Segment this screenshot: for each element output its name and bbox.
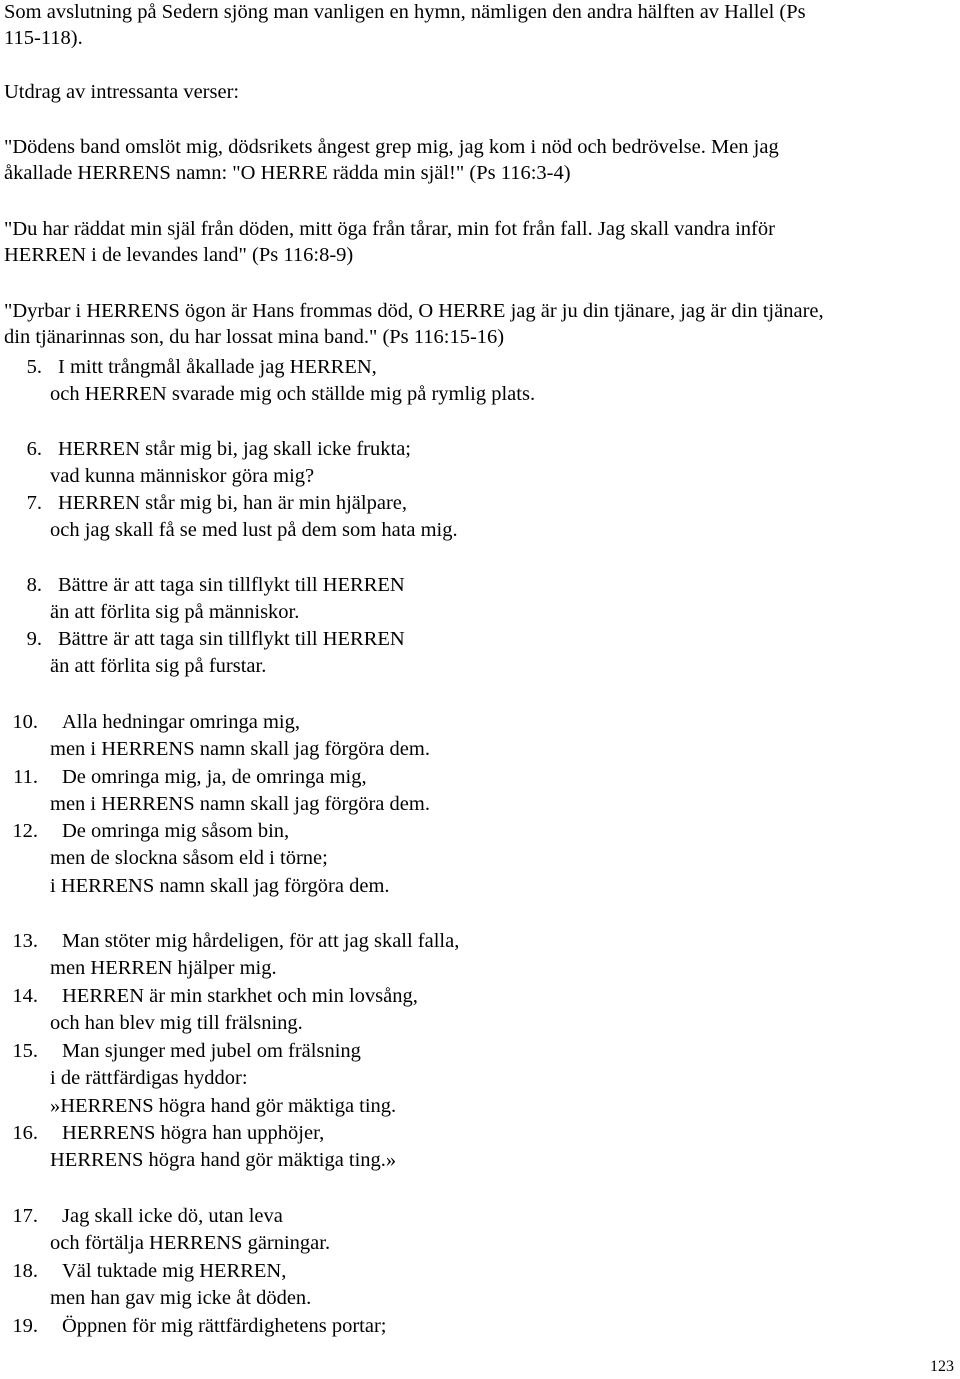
- verse-number: 15.: [12, 1040, 38, 1062]
- verse-continuation-line: HERRENS högra hand gör mäktiga ting.»: [50, 1149, 397, 1171]
- verse-continuation-line: men HERREN hjälper mig.: [50, 957, 277, 979]
- verse-continuation-line: i HERRENS namn skall jag förgöra dem.: [50, 875, 390, 897]
- verse-continuation-line: och han blev mig till frälsning.: [50, 1012, 303, 1034]
- verse-text: HERREN står mig bi, han är min hjälpare,: [58, 492, 407, 514]
- verse-number: 18.: [12, 1260, 38, 1282]
- verse-number: 13.: [12, 930, 38, 952]
- verse-text: Jag skall icke dö, utan leva: [62, 1205, 283, 1227]
- verse-continuation-line: i de rättfärdigas hyddor:: [50, 1067, 248, 1089]
- verse-continuation-line: men de slockna såsom eld i törne;: [50, 847, 328, 869]
- page-number: 123: [930, 1358, 954, 1375]
- verse-number: 5.: [26, 356, 42, 378]
- intro-line-2: 115-118).: [4, 27, 83, 49]
- quote-2-line-b: HERREN i de levandes land" (Ps 116:8-9): [4, 244, 354, 266]
- verse-continuation-line: och förtälja HERRENS gärningar.: [50, 1232, 331, 1254]
- quote-3-line-a: "Dyrbar i HERRENS ögon är Hans frommas död, O HERRE jag är ju din tjänare, jag är din tjänare,: [4, 300, 824, 322]
- quote-2-line-a: "Du har räddat min själ från döden, mitt öga från tårar, min fot från fall. Jag skall vandra inför: [4, 218, 775, 240]
- verse-text: Alla hedningar omringa mig,: [62, 711, 300, 733]
- verse-text: Man stöter mig hårdeligen, för att jag skall falla,: [62, 930, 460, 952]
- quote-3-line-b: din tjänarinnas son, du har lossat mina band." (Ps 116:15-16): [4, 326, 505, 348]
- verse-text: Man sjunger med jubel om frälsning: [62, 1040, 361, 1062]
- quote-1-line-a: "Dödens band omslöt mig, dödsrikets ångest grep mig, jag kom i nöd och bedrövelse. Men jag: [4, 136, 779, 158]
- verse-number: 12.: [12, 820, 38, 842]
- verse-continuation-line: än att förlita sig på människor.: [50, 601, 300, 623]
- quote-1-line-b: åkallade HERRENS namn: "O HERRE rädda min själ!" (Ps 116:3-4): [4, 162, 571, 184]
- verse-number: 14.: [12, 985, 38, 1007]
- verse-text: Bättre är att taga sin tillflykt till HERREN: [58, 574, 405, 596]
- verse-text: Väl tuktade mig HERREN,: [62, 1260, 287, 1282]
- verse-continuation-line: och HERREN svarade mig och ställde mig på rymlig plats.: [50, 383, 536, 405]
- verse-number: 8.: [26, 574, 42, 596]
- verse-continuation-line: än att förlita sig på furstar.: [50, 655, 267, 677]
- verse-number: 7.: [26, 492, 42, 514]
- excerpt-heading: Utdrag av intressanta verser:: [4, 81, 240, 103]
- verse-number: 17.: [12, 1205, 38, 1227]
- verse-number: 10.: [12, 711, 38, 733]
- verse-text: De omringa mig såsom bin,: [62, 820, 290, 842]
- verse-text: Bättre är att taga sin tillflykt till HERREN: [58, 628, 405, 650]
- verse-text: De omringa mig, ja, de omringa mig,: [62, 766, 367, 788]
- verse-continuation-line: men i HERRENS namn skall jag förgöra dem.: [50, 793, 430, 815]
- verse-number: 11.: [13, 766, 38, 788]
- intro-line-1: Som avslutning på Sedern sjöng man vanligen en hymn, nämligen den andra hälften av Hallel (Ps: [4, 1, 806, 23]
- verse-text: HERREN står mig bi, jag skall icke frukta;: [58, 438, 411, 460]
- verse-number: 19.: [12, 1315, 38, 1337]
- verse-number: 16.: [12, 1122, 38, 1144]
- verse-text: Öppnen för mig rättfärdighetens portar;: [62, 1315, 387, 1337]
- verse-text: I mitt trångmål åkallade jag HERREN,: [58, 356, 377, 378]
- verse-continuation-line: »HERRENS högra hand gör mäktiga ting.: [50, 1095, 397, 1117]
- verse-continuation-line: men han gav mig icke åt döden.: [50, 1287, 312, 1309]
- verse-continuation-line: och jag skall få se med lust på dem som hata mig.: [50, 519, 458, 541]
- verse-text: HERRENS högra han upphöjer,: [62, 1122, 325, 1144]
- verse-continuation-line: vad kunna människor göra mig?: [50, 465, 315, 487]
- verse-number: 6.: [26, 438, 42, 460]
- verse-continuation-line: men i HERRENS namn skall jag förgöra dem.: [50, 738, 430, 760]
- verse-text: HERREN är min starkhet och min lovsång,: [62, 985, 418, 1007]
- verse-number: 9.: [26, 628, 42, 650]
